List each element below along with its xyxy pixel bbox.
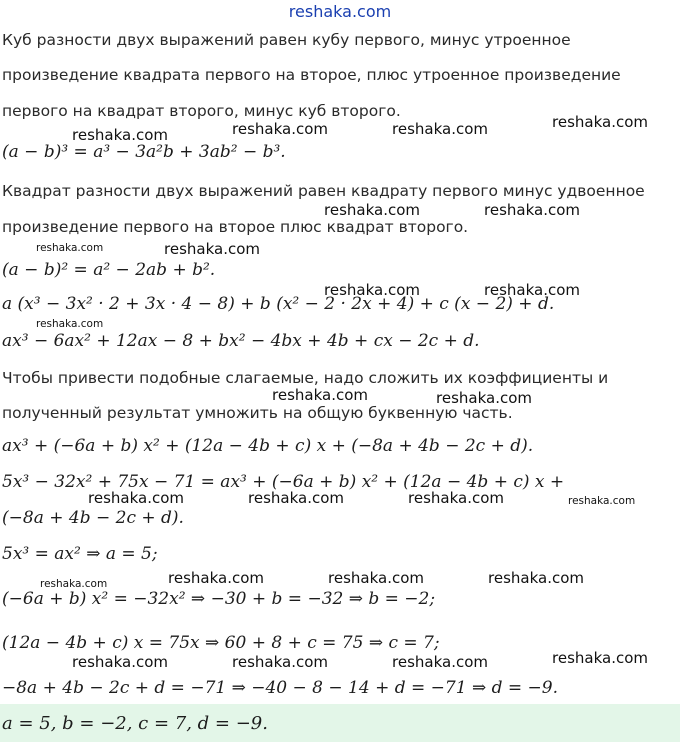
watermark: reshaka.com — [392, 120, 488, 138]
watermark: reshaka.com — [392, 653, 488, 671]
watermark: reshaka.com — [72, 653, 168, 671]
cube-rule-line-3: первого на квадрат второго, минус куб второго. — [2, 102, 401, 120]
watermark: reshaka.com — [324, 201, 420, 219]
formula-solve-d: −8a + 4b − 2c + d = −71 ⇒ −40 − 8 − 14 + d = −71 ⇒ d = −9. — [2, 678, 558, 698]
watermark: reshaka.com — [436, 389, 532, 407]
answer-box — [0, 704, 680, 742]
watermark: reshaka.com — [552, 649, 648, 667]
cube-rule-line-2: произведение квадрата первого на второе, плюс утроенное произведение — [2, 66, 621, 84]
formula-solve-b: (−6a + b) x² = −32x² ⇒ −30 + b = −32 ⇒ b = −2; — [2, 589, 436, 609]
watermark: reshaka.com — [248, 489, 344, 507]
watermark: reshaka.com — [36, 242, 104, 254]
watermark: reshaka.com — [40, 578, 108, 590]
watermark: reshaka.com — [484, 281, 580, 299]
formula-cube-of-difference: (a − b)³ = a³ − 3a²b + 3ab² − b³. — [2, 142, 286, 162]
watermark: reshaka.com — [488, 569, 584, 587]
square-rule-line-1: Квадрат разности двух выражений равен квадрату первого минус удвоенное — [2, 182, 645, 200]
watermark: reshaka.com — [232, 653, 328, 671]
formula-expand-substitution: a (x³ − 3x² · 2 + 3x · 4 − 8) + b (x² − 2 · 2x + 4) + c (x − 2) + d. — [2, 294, 555, 314]
watermark: reshaka.com — [568, 495, 636, 507]
like-terms-line-1: Чтобы привести подобные слагаемые, надо сложить их коэффициенты и — [2, 369, 609, 387]
formula-equation-line-2: (−8a + 4b − 2c + d). — [2, 508, 184, 528]
watermark: reshaka.com — [272, 386, 368, 404]
answer-text: a = 5, b = −2, c = 7, d = −9. — [2, 713, 268, 734]
watermark: reshaka.com — [72, 126, 168, 144]
watermark: reshaka.com — [88, 489, 184, 507]
watermark: reshaka.com — [328, 569, 424, 587]
watermark: reshaka.com — [552, 113, 648, 131]
formula-expanded-polynomial: ax³ − 6ax² + 12ax − 8 + bx² − 4bx + 4b + cx − 2c + d. — [2, 331, 480, 351]
formula-solve-a: 5x³ = ax² ⇒ a = 5; — [2, 544, 158, 564]
watermark: reshaka.com — [168, 569, 264, 587]
cube-rule-line-1: Куб разности двух выражений равен кубу первого, минус утроенное — [2, 31, 571, 49]
watermark: reshaka.com — [36, 318, 104, 330]
watermark: reshaka.com — [408, 489, 504, 507]
formula-square-of-difference: (a − b)² = a² − 2ab + b². — [2, 260, 216, 280]
watermark: reshaka.com — [324, 281, 420, 299]
formula-grouped-terms: ax³ + (−6a + b) x² + (12a − 4b + c) x + (−8a + 4b − 2c + d). — [2, 436, 534, 456]
like-terms-line-2: полученный результат умножить на общую буквенную часть. — [2, 404, 513, 422]
watermark: reshaka.com — [232, 120, 328, 138]
watermark: reshaka.com — [484, 201, 580, 219]
formula-equation-line-1: 5x³ − 32x² + 75x − 71 = ax³ + (−6a + b) x² + (12a − 4b + c) x + — [2, 472, 565, 492]
square-rule-line-2: произведение первого на второе плюс квадрат второго. — [2, 218, 469, 236]
site-header[interactable]: reshaka.com — [288, 2, 392, 21]
formula-solve-c: (12a − 4b + c) x = 75x ⇒ 60 + 8 + c = 75 ⇒ c = 7; — [2, 633, 440, 653]
watermark: reshaka.com — [164, 240, 260, 258]
